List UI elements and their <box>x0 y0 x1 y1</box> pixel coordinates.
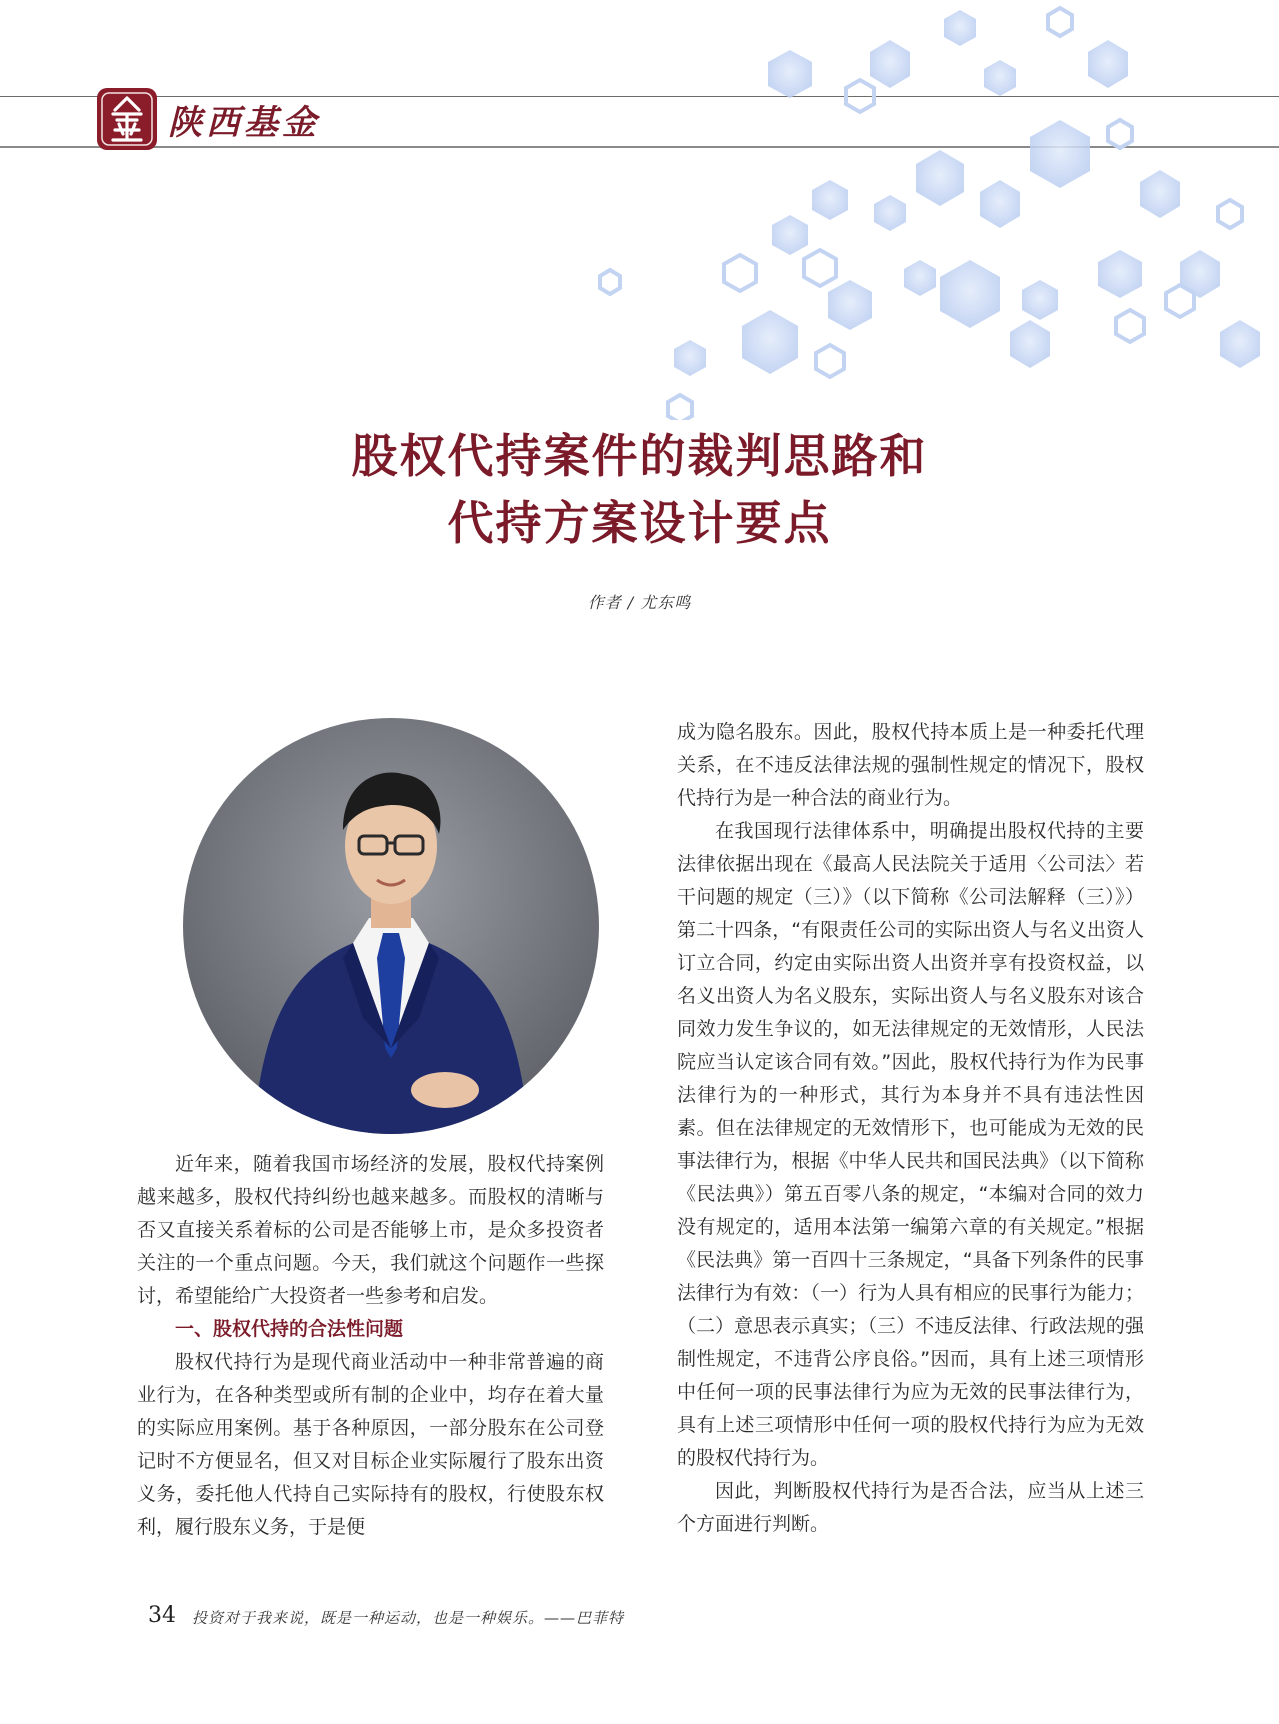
left-column <box>137 1148 604 1544</box>
intro-paragraph: 近年来，随着我国市场经济的发展，股权代持案例越来越多，股权代持纠纷也越来越多。而股权的清晰与否又直接关系着标的公司是否能够上市，是众多投资者关注的一个重点问题。今天，我们就这个问题作一些探讨，希望能给广大投资者一些参考和启发。 <box>137 1153 604 1307</box>
page-number: 34 <box>148 1603 176 1628</box>
body-paragraph: 在我国现行法律体系中，明确提出股权代持的主要法律依据出现在《最高人民法院关于适用〈公司法〉若干问题的规定（三）》（以下简称《公司法解释（三）》）第二十四条，“有限责任公司的实际出资人与名义出资人订立合同，约定由实际出资人出资并享有投资权益，以名义出资人为名义股东，实际出资人与名义股东对该合同效力发生争议的，如无法律规定的无效情形，人民法院应当认定该合同有效。”因此，股权代持行为作为民事法律行为的一种形式，其行为本身并不具有违法性因素。但在法律规定的无效情形下，也可能成为无效的民事法律行为，根据《中华人民共和国民法典》（以下简称《民法典》）第五百零八条的规定，“本编对合同的效力没有规定的，适用本法第一编第六章的有关规定。”根据《民法典》第一百四十三条规定，“具备下列条件的民事法律行为有效：（一）行为人具有相应的民事行为能力；（二）意思表示真实；（三）不违反法律、行政法规的强制性规定，不违背公序良俗。”因而，具有上述三项情形中任何一项的民事法律行为应为无效的民事法律行为，具有上述三项情形中任何一项的股权代持行为应为无效的股权代持行为。 <box>677 820 1144 1469</box>
section-heading: 一、股权代持的合法性问题 <box>175 1318 404 1340</box>
body-paragraph: 成为隐名股东。因此，股权代持本质上是一种委托代理关系，在不违反法律法规的强制性规定的情况下，股权代持行为是一种合法的商业行为。 <box>677 721 1144 809</box>
body-paragraph: 因此，判断股权代持行为是否合法，应当从上述三个方面进行判断。 <box>677 1480 1144 1535</box>
right-column <box>677 716 1144 1541</box>
body-paragraph: 股权代持行为是现代商业活动中一种非常普遍的商业行为，在各种类型或所有制的企业中，均存在着大量的实际应用案例。基于各种原因，一部分股东在公司登记时不方便显名，但又对目标企业实际履行了股东出资义务，委托他人代持自己实际持有的股权，行使股东权利，履行股东义务，于是便 <box>137 1351 604 1538</box>
author-byline: 作者 / 尤东鸣 <box>587 593 692 612</box>
hexagon-decoration <box>560 0 1279 420</box>
magazine-name: 陕西基金 <box>168 103 320 143</box>
footer-quote: 投资对于我来说，既是一种运动，也是一种娱乐。——巴菲特 <box>192 1609 625 1627</box>
article-title-line-2: 代持方案设计要点 <box>447 496 832 550</box>
author-portrait-image <box>183 718 599 1134</box>
seal-logo-icon <box>95 86 159 152</box>
article-title-line-1: 股权代持案件的裁判思路和 <box>351 429 928 483</box>
